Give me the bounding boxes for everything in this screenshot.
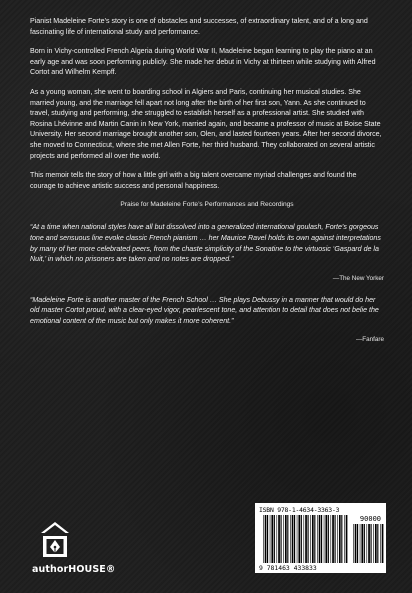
- isbn-text: ISBN 978-1-4634-3363-3: [259, 506, 340, 514]
- barcode-bar: [371, 524, 372, 563]
- barcode-bar: [277, 515, 278, 563]
- barcode-bar: [287, 515, 288, 563]
- barcode-bar: [312, 515, 314, 563]
- barcode-bar: [271, 515, 273, 563]
- barcode-bar: [382, 524, 384, 563]
- barcode-bar: [305, 515, 307, 563]
- barcode-bar: [321, 515, 322, 563]
- barcode-bar: [310, 515, 311, 563]
- blurb-paragraph: This memoir tells the story of how a little girl with a big talent overcame myriad challenges and found the courage to achieve artistic success and personal happiness.: [30, 171, 357, 190]
- praise-heading: Praise for Madeleine Forte’s Performances and Recordings: [120, 201, 294, 209]
- barcode-bar: [324, 515, 325, 563]
- barcode-bar: [267, 515, 268, 563]
- barcode-bar: [285, 515, 287, 563]
- barcode-label: [255, 503, 386, 573]
- barcode-bar: [281, 515, 282, 563]
- barcode-bar: [361, 524, 363, 563]
- barcode-bar: [332, 515, 334, 563]
- ean-digits: 9 781463 433833: [259, 564, 317, 572]
- barcode-bar: [344, 515, 345, 563]
- quote-attribution: —The New Yorker: [332, 274, 384, 282]
- barcode-bar: [377, 524, 378, 563]
- barcode-bar: [331, 515, 332, 563]
- barcode-bar: [337, 515, 338, 563]
- barcode-bar: [317, 515, 318, 563]
- barcode-bar: [335, 515, 336, 563]
- barcode-bar: [265, 515, 267, 563]
- publisher-name: authorHOUSE®: [32, 564, 116, 575]
- publisher-logo: [32, 519, 116, 581]
- praise-quote: “At a time when national styles have all but dissolved into a generalized international goulash, Forte’s gorgeous tone and sensuous line evoke classic French pianism … her Maurice Ravel holds its own against interpretations by many of her more celebrated peers, from the chaste simplicity of the Sonatine to the virtuosic ‘Gaspard de la Nuit,’ in which no prisoners are taken and no notes are dropped.”: [30, 223, 381, 264]
- barcode-bar: [274, 515, 275, 563]
- barcode-bar: [304, 515, 305, 563]
- author-house-logo-icon: [38, 519, 72, 561]
- barcode-bar: [314, 515, 315, 563]
- barcode-bar: [353, 524, 354, 563]
- barcode-bar: [308, 515, 309, 563]
- blurb-paragraph: As a young woman, she went to boarding school in Algiers and Paris, continuing her musical studies. She married young, and the marriage fell apart not long after the birth of her first son, Yann. As she continued to travel, studying and performing, she struggled to establish herself as a professional artist. She studied with Rosina Lhévinne and Martin Canin in New York, married again, and became a professor of music at Boise State University. Her second marriage brought another son, Olen, and lasted fourteen years. After her second divorce, she moved to Connecticut, where she met Allen Forte, her third husband. They collaborated on several artistic projects and performed all over the world.: [30, 87, 382, 160]
- barcode-bar: [357, 524, 358, 563]
- barcode-bar: [283, 515, 284, 563]
- barcode-bar: [297, 515, 298, 563]
- barcode-bar: [367, 524, 368, 563]
- barcode-bar: [270, 515, 271, 563]
- barcode-bar: [375, 524, 377, 563]
- barcode-bar: [319, 515, 321, 563]
- barcode-bar: [355, 524, 357, 563]
- barcode-bar: [301, 515, 302, 563]
- ean-barcode: [255, 503, 386, 573]
- barcode-bar: [380, 524, 381, 563]
- quote-attribution: —Fanfare: [356, 336, 384, 344]
- barcode-bar: [373, 524, 374, 563]
- barcode-bar: [325, 515, 327, 563]
- praise-quote: “Madeleine Forte is another master of the French School … She plays Debussy in a manner that would do her old master Cortot proud, with a clear-eyed vigor, pearlescent tone, and attention to detail that does not belie the emotional content of the music but only makes it more coherent.”: [30, 295, 379, 325]
- barcode-bar: [360, 524, 361, 563]
- barcode-bar: [290, 515, 291, 563]
- barcode-bar: [346, 515, 348, 563]
- barcode-bar: [294, 515, 295, 563]
- price-code: 90000: [359, 515, 381, 523]
- blurb-paragraph: Pianist Madeleine Forte’s story is one of obstacles and successes, of extraordinary talent, and of a long and fascinating life of international study and performance.: [30, 17, 368, 36]
- barcode-bar: [298, 515, 300, 563]
- barcode-bar: [364, 524, 365, 563]
- blurb-paragraph: Born in Vichy-controlled French Algeria during World War II, Madeleine began learning to play the piano at an early age and was soon performing publicly. She made her debut in Vichy at thirteen while studying with Alfred Cortot and Wilhelm Kempff.: [30, 47, 376, 77]
- barcode-bar: [278, 515, 280, 563]
- barcode-bar: [339, 515, 341, 563]
- barcode-bar: [328, 515, 329, 563]
- barcode-bar: [263, 515, 264, 563]
- barcode-bar: [341, 515, 342, 563]
- barcode-bar: [368, 524, 370, 563]
- barcode-bar: [292, 515, 294, 563]
- back-cover-text: [30, 16, 384, 356]
